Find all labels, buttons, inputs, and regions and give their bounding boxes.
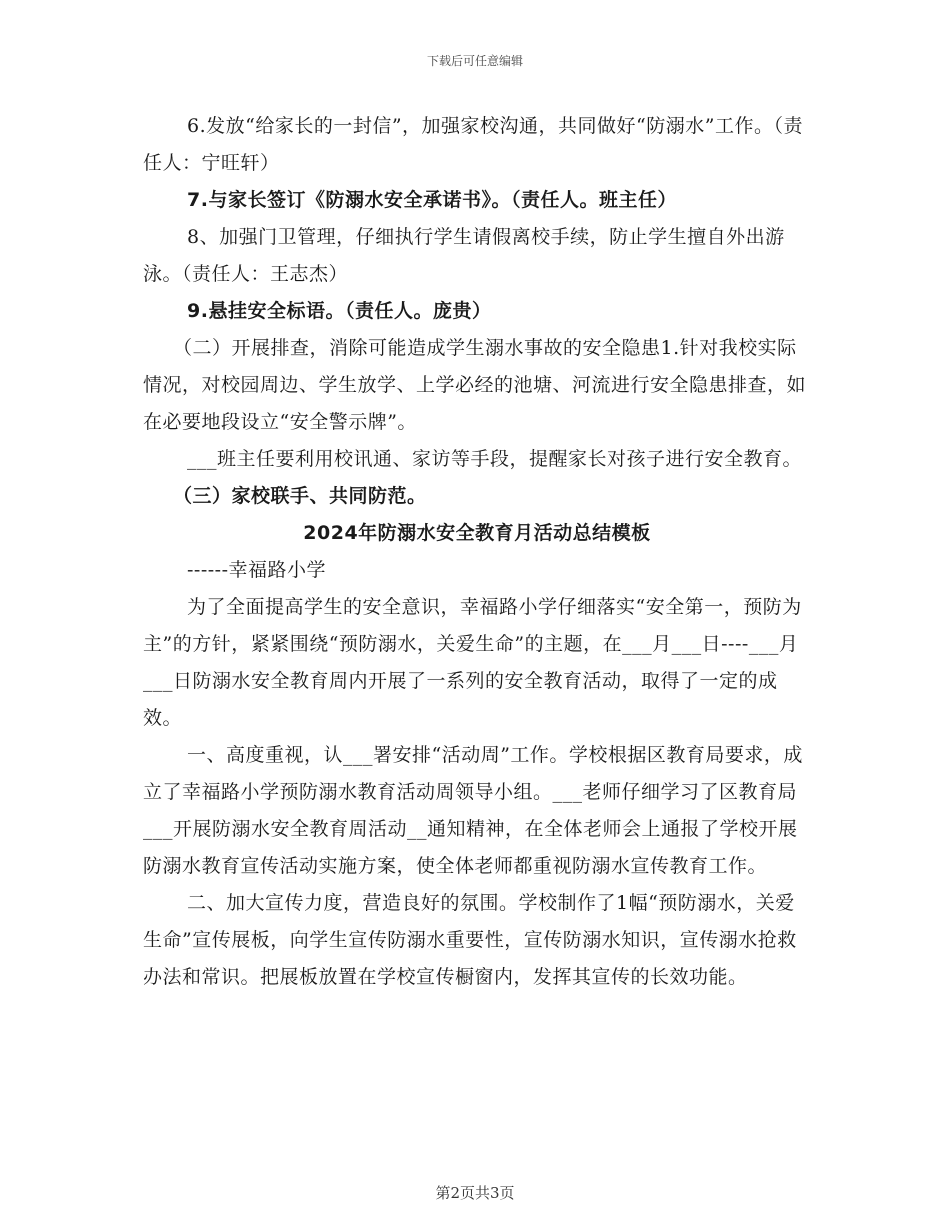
section-three-heading: （三）家校联手、共同防范。	[173, 485, 427, 507]
section-two-paragraph: （二）开展排查，消除可能造成学生溺水事故的安全隐患1.针对我校实际情况，对校园周边、学生放学、上学必经的池塘、河流进行安全隐患排查，如在必要地段设立“安全警示牌”。	[143, 337, 807, 433]
paragraph-item-8: 8、加强门卫管理，仔细执行学生请假离校手续，防止学生擅自外出游泳。（责任人：王志杰）	[143, 226, 785, 285]
school-name: ------幸福路小学	[187, 559, 327, 581]
summary-title: 2024年防溺水安全教育月活动总结模板	[303, 522, 651, 544]
intro-paragraph: 为了全面提高学生的安全意识，幸福路小学仔细落实“安全第一，预防为主”的方针，紧紧围绕“预防溺水，关爱生命”的主题，在___月___日----___月___日防溺水安全教育周内开展了一系列的安全教育活动，取得了一定的成效。	[143, 596, 802, 729]
page-footer: 第2页共3页	[435, 1184, 515, 1202]
class-teacher-paragraph: ___班主任要利用校讯通、家访等手段，提醒家长对孩子进行安全教育。	[187, 448, 803, 470]
page-header: 下载后可任意编辑	[426, 54, 523, 68]
document-body	[143, 108, 811, 996]
paragraph-item-7: 7.与家长签订《防溺水安全承诺书》。（责任人。班主任）	[187, 189, 677, 211]
part-two-paragraph: 二、加大宣传力度，营造良好的氛围。学校制作了1幅“预防溺水，关爱生命”宣传展板，向学生宣传防溺水重要性，宣传防溺水知识，宣传溺水抢救办法和常识。把展板放置在学校宣传橱窗内，发挥其宣传的长效功能。	[143, 892, 797, 988]
part-one-paragraph: 一、高度重视，认___署安排“活动周”工作。学校根据区教育局要求，成立了幸福路小学预防溺水教育活动周领导小组。___老师仔细学习了区教育局___开展防溺水安全教育周活动__通知精神，在全体老师会上通报了学校开展防溺水教育宣传活动实施方案，使全体老师都重视防溺水宣传教育工作。	[143, 744, 803, 877]
paragraph-item-6: 6.发放“给家长的一封信”，加强家校沟通，共同做好“防溺水”工作。（责任人：宁旺轩）	[143, 115, 803, 174]
paragraph-item-9: 9.悬挂安全标语。（责任人。庞贵）	[187, 300, 492, 322]
